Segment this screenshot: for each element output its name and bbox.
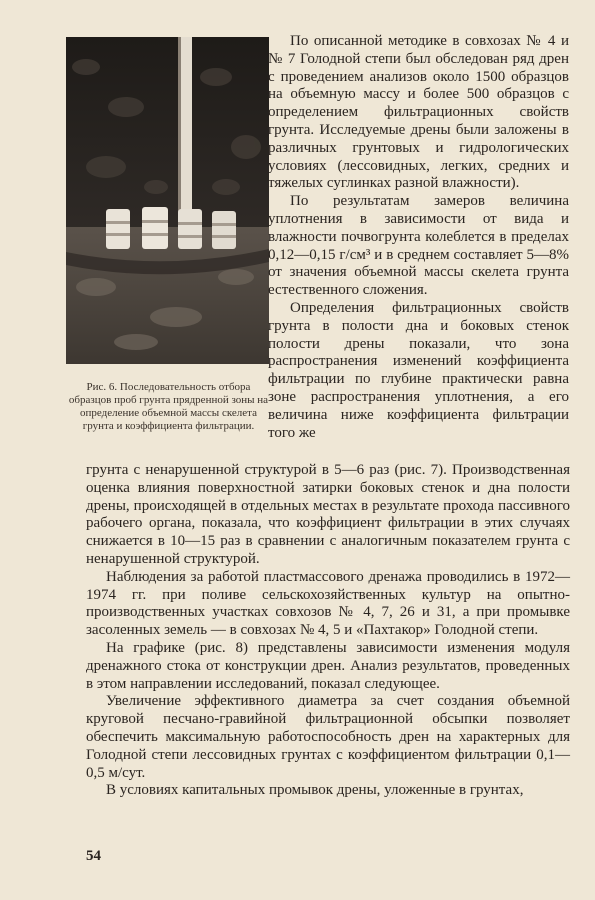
paragraph: Наблюдения за работой пластмассового дренажа проводились в 1972—1974 гг. при поливе сельскохозяйственных культур на опытно-производственных участках совхозов № 4, 7, 26 и 31, а при промывке засоленных земель — в совхозах № 4, 5 и «Пахтакор» Голодной степи. <box>86 568 570 639</box>
paragraph: Увеличение эффективного диаметра за счет создания объемной круговой песчано-гравийной фильтрационной обсыпки позволяет обеспечить максимальную работоспособность дрен на характерных для Голодной степи лессовидных грунтах с коэффициентом фильтрации 0,1—0,5 м/сут. <box>86 693 570 781</box>
figure-caption: Рис. 6. Последовательность отбора образцов проб грунта прядренной зоны на определение объемной массы скелета грунта и коэффициента фильтрации. <box>68 381 269 432</box>
soil-sample-photo-image <box>66 37 269 364</box>
paragraph: Определения фильтрационных свойств грунта в полости дна и боковых стенок полости дрены показали, что зона распространения изменений коэффициента фильтрации по глубине практически равна зоне распространения уплотнения, а его величина ниже коэффициента фильтрации того же <box>268 299 569 441</box>
page-number: 54 <box>86 848 101 864</box>
paragraph: грунта с ненарушенной структурой в 5—6 раз (рис. 7). Производственная оценка влияния поверхностной затирки боковых стенок и дна полости дрены, происходящей в отдельных местах в результате прохода пассивного рабочего органа, показала, что коэффициент фильтрации в этих случаях снижается в 10—15 раз в сравнении с аналогичным показателем грунта с ненарушенной структурой. <box>86 462 570 567</box>
paragraph: По описанной методике в совхозах № 4 и № 7 Голодной степи был обследован ряд дрен с проведением анализов около 1500 образцов на объемную массу и более 500 образцов с определением фильтрационных свойств грунта. Исследуемые дрены были заложены в различных грунтовых и гидрологических условиях (лессовидных, легких, средних и тяжелых суглинках разной влажности). <box>268 33 569 192</box>
paragraph: На графике (рис. 8) представлены зависимости изменения модуля дренажного стока от конструкции дрен. Анализ результатов, проведенных в этом направлении исследований, показал следующее. <box>86 639 570 692</box>
text-body-full <box>86 462 570 800</box>
paragraph: По результатам замеров величина уплотнения в зависимости от вида и влажности почвогрунта колеблется в пределах 0,12—0,15 г/см³ и в среднем составляет 5—8% от значения объемной массы скелета грунта естественного сложения. <box>268 193 569 299</box>
figure-photo <box>66 37 269 364</box>
paragraph: В условиях капитальных промывок дрены, уложенные в грунтах, <box>106 782 524 799</box>
text-column-right <box>268 33 569 442</box>
